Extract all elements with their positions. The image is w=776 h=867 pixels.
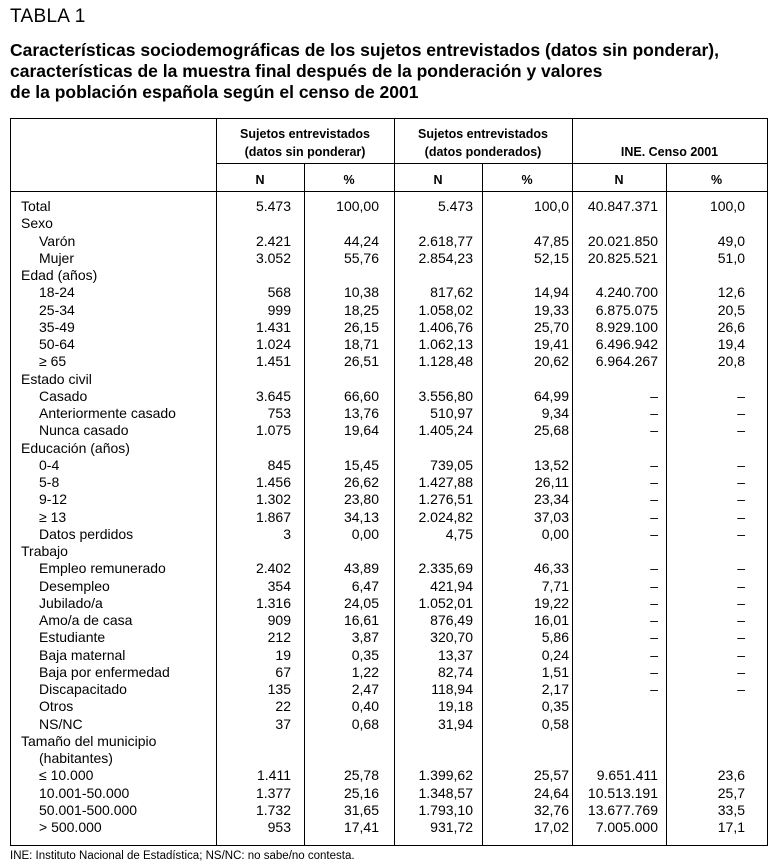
- table-cell: 20.825.521: [587, 249, 658, 266]
- footnote: INE: Instituto Nacional de Estadística; NS/NC: no sabe/no contesta.: [10, 850, 355, 862]
- subheader-n: N: [255, 173, 265, 187]
- table-row: [11, 233, 767, 250]
- table-cell: 66,60: [343, 387, 379, 404]
- table-cell: 1.451: [255, 353, 291, 370]
- table-cell: 25,16: [343, 784, 379, 801]
- row-label: ≥ 13: [39, 508, 67, 525]
- row-label: Varón: [39, 232, 76, 249]
- table-cell: 25,70: [533, 318, 569, 335]
- table-row: [11, 284, 767, 301]
- table-row: [11, 388, 767, 405]
- table-cell: 25,57: [533, 767, 569, 784]
- table-label: TABLA 1: [10, 6, 86, 27]
- table-cell: 100,0: [709, 198, 745, 214]
- table-row: [11, 371, 767, 388]
- table-cell: –: [650, 577, 658, 594]
- table-cell: 1.052,01: [418, 594, 473, 611]
- table-row: [11, 612, 767, 629]
- table-cell: 100,00: [336, 198, 379, 214]
- table-cell: 2.421: [255, 232, 291, 249]
- row-label: Empleo remunerado: [39, 560, 166, 577]
- table-cell: –: [650, 456, 658, 473]
- table-cell: 19,22: [533, 594, 569, 611]
- table-cell: –: [737, 491, 745, 508]
- table-cell: 14,94: [533, 284, 569, 301]
- table-cell: 13,52: [533, 456, 569, 473]
- table-cell: 1.377: [255, 784, 291, 801]
- table-cell: 16,61: [343, 612, 379, 628]
- row-label: Total: [21, 198, 51, 214]
- table-cell: 25,78: [343, 767, 379, 784]
- table-cell: 49,0: [717, 232, 745, 249]
- table-cell: 26,51: [343, 353, 379, 370]
- header-rule: [11, 191, 767, 192]
- table-row: [11, 785, 767, 802]
- row-label: Edad (años): [21, 267, 98, 283]
- table-cell: 24,05: [343, 594, 379, 611]
- table-cell: –: [650, 422, 658, 439]
- row-label: Sexo: [21, 215, 53, 232]
- table-cell: –: [650, 491, 658, 508]
- table-cell: 1.732: [255, 801, 291, 818]
- table-cell: 8.929.100: [595, 318, 658, 335]
- table-cell: 1.302: [255, 491, 291, 508]
- table-cell: 19,33: [533, 301, 569, 318]
- table-cell: 31,65: [343, 801, 379, 818]
- table-cell: 0,68: [351, 715, 379, 732]
- subheader-n: N: [614, 173, 624, 187]
- table-cell: –: [650, 387, 658, 404]
- table-cell: 4,75: [445, 525, 473, 542]
- row-label: 5-8: [39, 474, 60, 490]
- row-label: 0-4: [39, 456, 60, 473]
- table-cell: –: [737, 577, 745, 594]
- table-cell: 0,35: [541, 698, 569, 715]
- table-cell: 1.024: [255, 336, 291, 352]
- table-cell: 953: [267, 819, 291, 835]
- table-cell: 9,34: [541, 405, 569, 421]
- table-row: [11, 457, 767, 474]
- table-cell: 1.406,76: [418, 318, 473, 335]
- table-cell: 20,8: [717, 353, 745, 370]
- row-label: 50.001-500.000: [39, 801, 138, 818]
- table-cell: 4.240.700: [595, 284, 658, 301]
- table-cell: 421,94: [430, 577, 473, 594]
- table-cell: 510,97: [430, 405, 473, 421]
- row-label: 9-12: [39, 491, 68, 508]
- row-label: 18-24: [39, 284, 75, 301]
- header-group-weighted: [394, 125, 572, 161]
- table-row: [11, 819, 767, 836]
- table-cell: 1.793,10: [418, 801, 473, 818]
- row-label: 35-49: [39, 318, 75, 335]
- title-line: Características sociodemográficas de los sujetos entrevistados (datos sin ponderar),: [10, 40, 719, 60]
- table-cell: –: [650, 474, 658, 490]
- table-row: [11, 698, 767, 715]
- table-cell: 40.847.371: [587, 198, 658, 214]
- row-label: Mujer: [39, 249, 75, 266]
- table-row: [11, 681, 767, 698]
- subheader-pct: %: [521, 173, 533, 187]
- table-cell: –: [737, 508, 745, 525]
- row-label: Amo/a de casa: [39, 612, 133, 628]
- table-cell: 47,85: [533, 232, 569, 249]
- table-cell: 16,01: [533, 612, 569, 628]
- table-cell: 5,86: [541, 629, 569, 646]
- table-cell: –: [737, 612, 745, 628]
- table-cell: –: [650, 525, 658, 542]
- table-cell: 13,37: [437, 646, 473, 663]
- table-cell: 13.677.769: [587, 801, 658, 818]
- table-cell: 5.473: [437, 198, 473, 214]
- table-cell: –: [737, 456, 745, 473]
- table-cell: 1.316: [255, 594, 291, 611]
- table-cell: –: [650, 663, 658, 680]
- row-label: 10.001-50.000: [39, 784, 130, 801]
- table-cell: 753: [267, 405, 291, 421]
- row-label: Baja por enfermedad: [39, 663, 170, 680]
- table-cell: 7.005.000: [595, 819, 658, 835]
- table-row: [11, 198, 767, 215]
- table-cell: 2,47: [351, 681, 379, 697]
- table-cell: 0,40: [351, 698, 379, 715]
- title-line: de la población española según el censo de 2001: [10, 82, 419, 102]
- table-cell: 19: [275, 646, 291, 663]
- row-label: Desempleo: [39, 577, 110, 594]
- table-cell: 46,33: [533, 560, 569, 577]
- table-cell: 354: [267, 577, 291, 594]
- table-cell: 5.473: [255, 198, 291, 214]
- row-label: 25-34: [39, 301, 75, 318]
- table-cell: 1.058,02: [418, 301, 473, 318]
- table-cell: 1.411: [257, 767, 291, 784]
- table-cell: 7,71: [541, 577, 569, 594]
- table-cell: 23,34: [533, 491, 569, 508]
- row-label: Educación (años): [21, 439, 130, 456]
- table-row: [11, 767, 767, 784]
- table-cell: 26,15: [343, 318, 379, 335]
- table-row: [11, 543, 767, 560]
- table-cell: 1.128,48: [418, 353, 473, 370]
- table-row: [11, 716, 767, 733]
- table-cell: 23,80: [343, 491, 379, 508]
- table-cell: 568: [267, 284, 291, 301]
- header-group-census: INE. Censo 2001: [620, 145, 719, 159]
- table-cell: 17,41: [343, 819, 379, 835]
- table-row: [11, 250, 767, 267]
- table-cell: 999: [267, 301, 291, 318]
- table-cell: 0,00: [351, 525, 379, 542]
- header-group-unweighted: [216, 125, 394, 161]
- row-label: Jubilado/a: [39, 594, 103, 611]
- table-cell: –: [737, 594, 745, 611]
- table-row: [11, 215, 767, 232]
- table-cell: –: [737, 663, 745, 680]
- row-label: Otros: [39, 698, 74, 715]
- table-cell: 19,18: [437, 698, 473, 715]
- table-cell: 23,6: [717, 767, 745, 784]
- table-cell: 1.348,57: [418, 784, 473, 801]
- table-cell: –: [737, 405, 745, 421]
- table-cell: 15,45: [343, 456, 379, 473]
- table-cell: 1.062,13: [418, 336, 473, 352]
- title-line: características de la muestra final después de la ponderación y valores: [10, 61, 603, 81]
- table-cell: –: [650, 594, 658, 611]
- table-cell: 118,94: [431, 681, 473, 697]
- table-cell: 19,4: [717, 336, 745, 352]
- table-cell: 2.854,23: [418, 249, 473, 266]
- table-row: [11, 560, 767, 577]
- table-cell: 2.335,69: [418, 560, 473, 577]
- data-table: [10, 118, 768, 846]
- table-row: [11, 440, 767, 457]
- table-row: [11, 509, 767, 526]
- table-cell: 12,6: [717, 284, 745, 301]
- table-cell: 320,70: [430, 629, 473, 646]
- subheader-n: N: [433, 173, 443, 187]
- table-row: [11, 647, 767, 664]
- table-row: [11, 405, 767, 422]
- row-label: Estudiante: [39, 629, 106, 646]
- table-cell: –: [650, 629, 658, 646]
- table-cell: 135: [267, 681, 291, 697]
- table-cell: 2.618,77: [418, 232, 473, 249]
- table-cell: 67: [275, 663, 291, 680]
- table-cell: 0,35: [351, 646, 379, 663]
- table-cell: –: [737, 422, 745, 439]
- table-row: [11, 353, 767, 370]
- table-cell: 26,62: [343, 474, 379, 490]
- table-row: [11, 336, 767, 353]
- table-cell: 55,76: [343, 249, 379, 266]
- table-cell: 3.645: [255, 387, 291, 404]
- table-cell: –: [737, 681, 745, 697]
- table-cell: 32,76: [533, 801, 569, 818]
- table-cell: 17,1: [717, 819, 745, 835]
- row-label: Datos perdidos: [39, 525, 134, 542]
- row-label: > 500.000: [39, 819, 102, 835]
- table-row: [11, 629, 767, 646]
- table-cell: 2.024,82: [418, 508, 473, 525]
- table-cell: 22: [275, 698, 291, 715]
- row-label: Discapacitado: [39, 681, 127, 697]
- table-cell: –: [650, 646, 658, 663]
- table-cell: 6,47: [351, 577, 379, 594]
- table-cell: 20.021.850: [587, 232, 658, 249]
- table-cell: 6.964.267: [595, 353, 658, 370]
- table-cell: –: [737, 629, 745, 646]
- table-cell: 3,87: [351, 629, 379, 646]
- row-label: Estado civil: [21, 370, 92, 387]
- row-label: Nunca casado: [39, 422, 129, 439]
- table-cell: 43,89: [343, 560, 379, 577]
- table-cell: 19,64: [343, 422, 379, 439]
- table-cell: 1.276,51: [418, 491, 473, 508]
- row-label: Baja maternal: [39, 646, 126, 663]
- table-cell: 34,13: [343, 508, 379, 525]
- table-cell: –: [650, 681, 658, 697]
- table-cell: 24,64: [533, 784, 569, 801]
- subheader-pct: %: [343, 173, 355, 187]
- table-cell: 6.496.942: [595, 336, 658, 352]
- table-cell: 2.402: [255, 560, 291, 577]
- table-cell: 31,94: [437, 715, 473, 732]
- table-row: [11, 578, 767, 595]
- table-cell: 25,7: [717, 784, 745, 801]
- header-text: (datos sin ponderar): [244, 145, 366, 159]
- table-row: [11, 526, 767, 543]
- row-label: (habitantes): [39, 750, 113, 766]
- table-cell: 1.405,24: [418, 422, 473, 439]
- row-label: Tamaño del municipio: [21, 732, 157, 749]
- table-cell: 18,25: [343, 301, 379, 318]
- table-cell: –: [650, 612, 658, 628]
- table-cell: 1.427,88: [418, 474, 473, 490]
- table-cell: 0,24: [541, 646, 569, 663]
- table-cell: 9.651.411: [596, 767, 658, 784]
- table-cell: 0,58: [541, 715, 569, 732]
- row-label: 50-64: [39, 336, 75, 352]
- table-row: [11, 422, 767, 439]
- table-cell: 17,02: [533, 819, 569, 835]
- table-cell: 52,15: [533, 249, 569, 266]
- table-cell: 1,22: [351, 663, 379, 680]
- header-text: (datos ponderados): [424, 145, 542, 159]
- table-row: [11, 802, 767, 819]
- table-row: [11, 474, 767, 491]
- table-cell: 1,51: [541, 663, 569, 680]
- table-row: [11, 319, 767, 336]
- table-cell: 931,72: [430, 819, 473, 835]
- table-cell: 20,5: [717, 301, 745, 318]
- row-label: Trabajo: [21, 543, 68, 559]
- table-cell: 13,76: [343, 405, 379, 421]
- table-row: [11, 267, 767, 284]
- table-cell: 212: [267, 629, 291, 646]
- table-row: [11, 733, 767, 750]
- table-cell: 19,41: [533, 336, 569, 352]
- table-cell: 82,74: [437, 663, 473, 680]
- table-cell: 3.556,80: [418, 387, 473, 404]
- table-cell: –: [737, 525, 745, 542]
- table-cell: 100,0: [533, 198, 569, 214]
- row-label: ≥ 65: [39, 353, 67, 370]
- table-cell: 25,68: [533, 422, 569, 439]
- row-label: NS/NC: [39, 715, 83, 732]
- table-cell: –: [737, 646, 745, 663]
- table-cell: 10,38: [343, 284, 379, 301]
- table-cell: 6.875.075: [595, 301, 658, 318]
- table-cell: 739,05: [430, 456, 473, 473]
- table-row: [11, 491, 767, 508]
- table-cell: 44,24: [343, 232, 379, 249]
- table-cell: 1.431: [255, 318, 291, 335]
- table-cell: 1.867: [255, 508, 291, 525]
- table-cell: 18,71: [343, 336, 379, 352]
- table-row: [11, 302, 767, 319]
- table-cell: 0,00: [541, 525, 569, 542]
- table-cell: 876,49: [430, 612, 473, 628]
- table-cell: 37: [275, 715, 291, 732]
- table-cell: –: [650, 560, 658, 577]
- table-cell: 1.075: [255, 422, 291, 439]
- table-cell: 3: [283, 525, 291, 542]
- header-text: Sujetos entrevistados: [240, 127, 370, 141]
- table-row: [11, 664, 767, 681]
- header-rule: [216, 163, 767, 164]
- table-cell: 2,17: [541, 681, 569, 697]
- row-label: Anteriormente casado: [39, 405, 176, 421]
- table-cell: –: [650, 405, 658, 421]
- table-cell: 20,62: [533, 353, 569, 370]
- row-label: Casado: [39, 387, 88, 404]
- table-row: [11, 750, 767, 767]
- table-cell: –: [650, 508, 658, 525]
- subheader-pct: %: [710, 173, 723, 187]
- table-row: [11, 595, 767, 612]
- table-cell: 26,11: [535, 474, 569, 490]
- table-cell: 64,99: [533, 387, 569, 404]
- table-cell: –: [737, 560, 745, 577]
- table-cell: 37,03: [533, 508, 569, 525]
- table-cell: 51,0: [717, 249, 745, 266]
- table-cell: 3.052: [255, 249, 291, 266]
- table-cell: 1.456: [255, 474, 291, 490]
- table-cell: 845: [267, 456, 291, 473]
- row-label: ≤ 10.000: [39, 767, 94, 784]
- table-title: [10, 40, 770, 103]
- table-cell: 26,6: [717, 318, 745, 335]
- table-cell: 909: [267, 612, 291, 628]
- table-cell: –: [737, 387, 745, 404]
- table-cell: –: [737, 474, 745, 490]
- table-cell: 1.399,62: [418, 767, 473, 784]
- table-cell: 817,62: [430, 284, 473, 301]
- header-text: Sujetos entrevistados: [418, 127, 548, 141]
- table-cell: 33,5: [717, 801, 745, 818]
- table-cell: 10.513.191: [587, 784, 658, 801]
